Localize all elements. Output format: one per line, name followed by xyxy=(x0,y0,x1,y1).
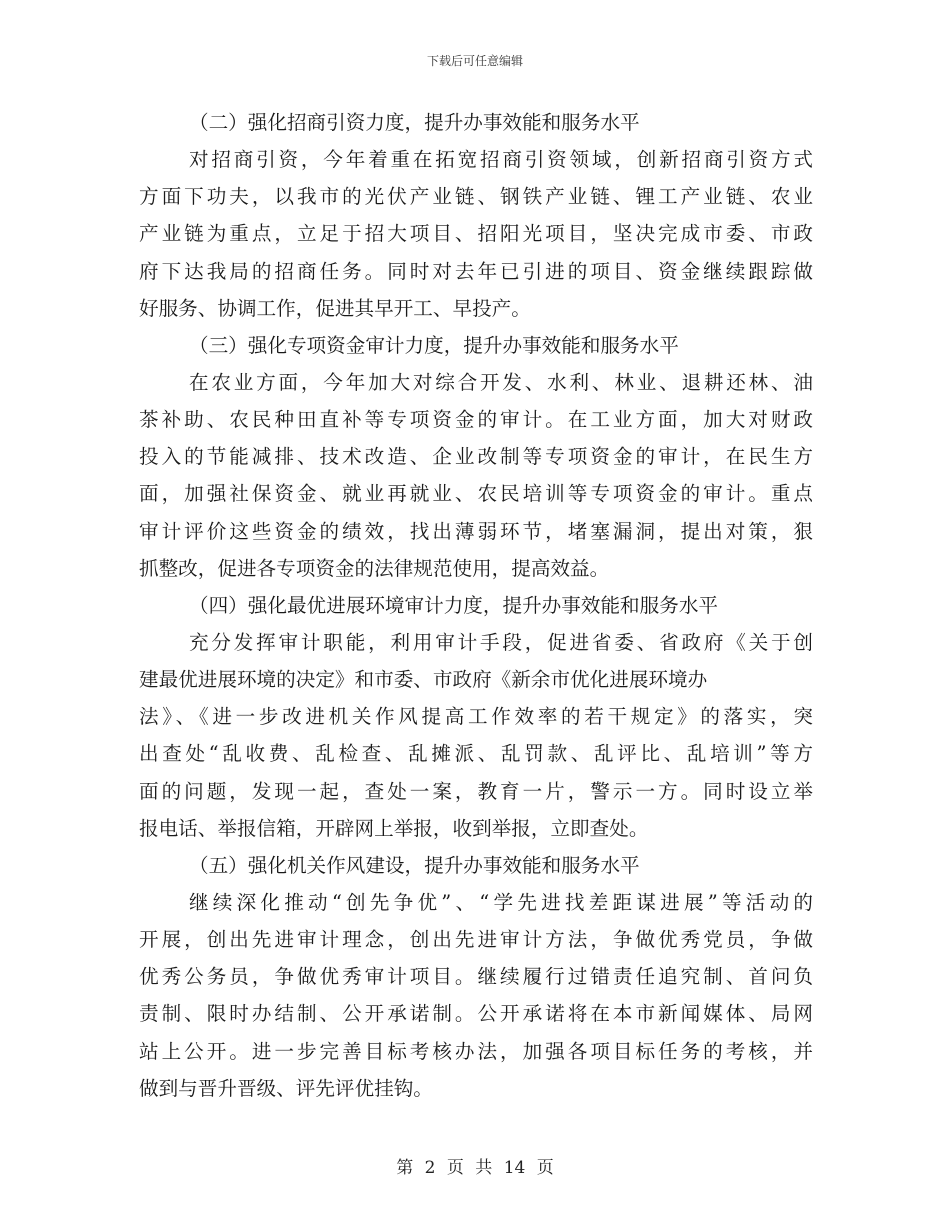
text-line: 抓整改，促进各专项资金的法律规范使用，提高效益。 xyxy=(139,556,610,580)
text-line: 好服务、协调工作，促进其早开工、早投产。 xyxy=(139,296,531,320)
text-line: 茶补助、农民种田直补等专项资金的审计。在工业方面，加大对财政 xyxy=(139,408,813,432)
text-line: 在农业方面，今年加大对综合开发、水利、林业、退耕还林、油 xyxy=(189,370,813,394)
text-line: 开展，创出先进审计理念，创出先进审计方法，争做优秀党员，争做 xyxy=(139,928,813,952)
page-header: 下载后可任意编辑 xyxy=(426,54,523,68)
text-line: 出查处“乱收费、乱检查、乱摊派、乱罚款、乱评比、乱培训”等方 xyxy=(139,742,813,766)
text-line: 优秀公务员，争做优秀审计项目。继续履行过错责任追究制、首问负 xyxy=(139,965,813,989)
text-line: 面的问题，发现一起，查处一案，教育一片，警示一方。同时设立举 xyxy=(139,779,813,803)
text-line: 继续深化推动“创先争优”、“学先进找差距谋进展”等活动的 xyxy=(189,890,813,914)
text-line: 充分发挥审计职能，利用审计手段，促进省委、省政府《关于创 xyxy=(189,630,813,654)
document-body xyxy=(139,104,813,1107)
text-line: （三）强化专项资金审计力度，提升办事效能和服务水平 xyxy=(189,333,679,357)
text-line: 审计评价这些资金的绩效，找出薄弱环节，堵塞漏洞，提出对策，狠 xyxy=(139,519,813,543)
text-line: 府下达我局的招商任务。同时对去年已引进的项目、资金继续跟踪做 xyxy=(139,259,813,283)
text-line: 方面下功夫，以我市的光伏产业链、钢铁产业链、锂工产业链、农业 xyxy=(139,185,813,209)
text-line: 产业链为重点，立足于招大项目、招阳光项目，坚决完成市委、市政 xyxy=(139,222,813,246)
text-line: （四）强化最优进展环境审计力度，提升办事效能和服务水平 xyxy=(189,593,719,617)
text-line: 做到与晋升晋级、评先评优挂钩。 xyxy=(139,1076,433,1100)
text-line: 报电话、举报信箱，开辟网上举报，收到举报，立即查处。 xyxy=(139,816,649,840)
text-line: 法》、《进一步改进机关作风提高工作效率的若干规定》的落实，突 xyxy=(139,705,813,729)
text-line: 责制、限时办结制、公开承诺制。公开承诺将在本市新闻媒体、局网 xyxy=(139,1002,813,1026)
text-line: （五）强化机关作风建设，提升办事效能和服务水平 xyxy=(189,853,640,877)
text-line: 投入的节能减排、技术改造、企业改制等专项资金的审计，在民生方 xyxy=(139,445,813,469)
text-line: 建最优进展环境的决定》和市委、市政府《新余市优化进展环境办 xyxy=(139,668,708,692)
text-line: 对招商引资，今年着重在拓宽招商引资领域，创新招商引资方式 xyxy=(189,148,813,172)
text-line: 面，加强社保资金、就业再就业、农民培训等专项资金的审计。重点 xyxy=(139,482,813,506)
text-line: （二）强化招商引资力度，提升办事效能和服务水平 xyxy=(189,111,640,134)
page-number: 第 2 页 共 14 页 xyxy=(396,1158,554,1178)
text-line: 站上公开。进一步完善目标考核办法，加强各项目标任务的考核，并 xyxy=(139,1039,813,1063)
